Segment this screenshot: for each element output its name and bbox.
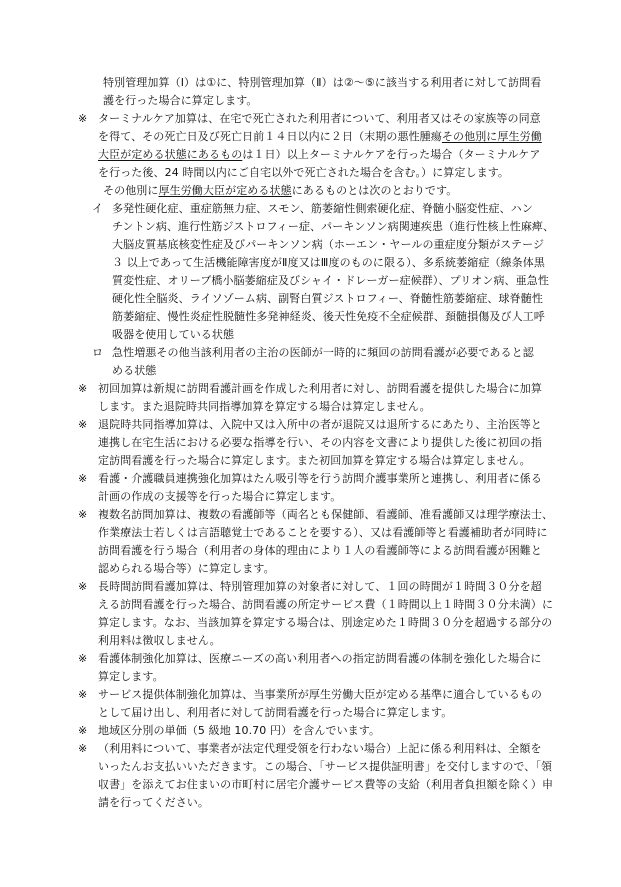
long-visit-line-4: 利用料は徴収しません。 (98, 634, 221, 647)
terminal-care-underline-state: 大臣が定める状態にあるもの (98, 148, 243, 161)
regional-price-line-1: 地域区分別の単価（5 級地 10.70 円）を含んでいます。 (98, 724, 381, 737)
long-visit-line-2: える訪問看護を行った場合、訪問看護の所定サービス費（１時間以上１時間３０分未満）に (98, 598, 554, 611)
terminal-care-line-4: を行った後、24 時間以内にご自宅以外で死亡された場合を含む。）に算定します。 (98, 166, 510, 179)
terminal-care-line-2-text: を得て、その死亡日及び死亡日前１４日以内に２日（末期の悪性腫瘍 (98, 130, 442, 143)
care-cooperation-line-1: 看護・介護職員連携強化加算はたん吸引等を行う訪問介護事業所と連携し、利用者に係る (98, 472, 542, 485)
discharge-guidance-line-1: 退院時共同指導加算は、入院中又は入所中の者が退院又は退所するにあたり、主治医等と (98, 418, 542, 431)
long-visit-line-3: 算定します。なお、当該加算を算定する場合は、別途定めた１時間３０分を超過する部分の (98, 616, 553, 629)
list-marker-i: イ (92, 202, 104, 215)
service-provision-line-2: として届け出し、利用者に対して訪問看護を行った場合に算定します。 (98, 706, 453, 719)
terminal-care-line-3 (98, 148, 540, 162)
terminal-care-line-5 (103, 184, 457, 198)
terminal-care-note-mark: ※ (78, 112, 88, 125)
care-cooperation-line-2: 計画の作成の支援等を行った場合に算定します。 (98, 490, 342, 503)
fee-line-4: 請を行ってください。 (98, 796, 209, 809)
multi-staff-line-3: 訪問看護を行う場合（利用者の身体的理由により１人の看護師等による訪問看護が困難と (98, 544, 542, 557)
terminal-care-underline-other: その他別に厚生労働 (441, 130, 542, 143)
terminal-care-line-3-text: は１日）以上ターミナルケアを行った場合（ターミナルケア (242, 148, 541, 161)
disease-list-line-4: ３ 以上であって生活機能障害度がⅡ度又はⅢ度のものに限る）、多系統萎縮症（線条体黒 (112, 256, 545, 269)
service-provision-line-1: サービス提供体制強化加算は、当事業所が厚生労働大臣が定める基準に適合しているもの (98, 688, 542, 701)
terminal-care-line-1: ターミナルケア加算は、在宅で死亡された利用者について、利用者又はその家族等の同意 (98, 112, 541, 125)
discharge-guidance-note-mark: ※ (78, 418, 88, 431)
special-management-line-1: 特別管理加算（Ⅰ）は①に、特別管理加算（Ⅱ）は②〜⑤に該当する利用者に対して訪問看 (103, 76, 542, 89)
acute-exacerbation-line-1: 急性増悪その他当該利用者の主治の医師が一時的に頻回の訪問看護が必要であると認 (112, 346, 534, 359)
long-visit-note-mark: ※ (78, 580, 88, 593)
initial-visit-line-1: 初回加算は新規に訪問看護計画を作成した利用者に対し、訪問看護を提供した場合に加算 (98, 382, 542, 395)
disease-list-line-8: 吸器を使用している状態 (112, 328, 235, 341)
service-provision-note-mark: ※ (78, 688, 88, 701)
terminal-care-underline-condition: 厚生労働大臣が定める状態 (158, 184, 292, 197)
disease-list-line-1: 多発性硬化症、重症筋無力症、スモン、筋萎縮性側索硬化症、脊髄小脳変性症、ハン (112, 202, 533, 215)
terminal-care-line-5-text-b: にあるものとは次のとおりです。 (291, 184, 458, 197)
multi-staff-line-4: 認められる場合等）に算定します。 (98, 562, 275, 575)
long-visit-line-1: 長時間訪問看護加算は、特別管理加算の対象者に対して、１回の時間が１時間３０分を超 (98, 580, 542, 593)
disease-list-line-6: 硬化性全脳炎、ライソゾーム病、副腎白質ジストロフィー、脊髄性筋萎縮症、球脊髄性 (112, 292, 543, 305)
fee-line-1: （利用料について、事業者が法定代理受領を行わない場合）上記に係る利用料は、全額を (98, 742, 542, 755)
disease-list-line-5: 質変性症、オリーブ橋小脳萎縮症及びシャイ・ドレーガー症候群）、プリオン病、亜急性 (112, 274, 549, 287)
acute-exacerbation-line-2: める状態 (112, 364, 157, 377)
disease-list-line-2: チントン病、進行性筋ジストロフィー症、パーキンソン病関連疾患（進行性核上性麻痺、 (112, 220, 555, 233)
special-management-line-2: 護を行った場合に算定します。 (103, 94, 258, 107)
nursing-system-note-mark: ※ (78, 652, 88, 665)
multi-staff-line-1: 複数名訪問加算は、複数の看護師等（両名とも保健師、看護師、准看護師又は理学療法士、 (98, 508, 554, 521)
multi-staff-line-2: 作業療法士若しくは言語聴覚士であることを要する）、又は看護師等と看護補助者が同時に (98, 526, 548, 539)
nursing-system-line-1: 看護体制強化加算は、医療ニーズの高い利用者への指定訪問看護の体制を強化した場合に (98, 652, 542, 665)
nursing-system-line-2: 算定します。 (98, 670, 164, 683)
terminal-care-line-5-text-a: その他別に (103, 184, 159, 197)
list-marker-ro: ロ (92, 346, 104, 359)
regional-price-note-mark: ※ (78, 724, 88, 737)
care-cooperation-note-mark: ※ (78, 472, 88, 485)
discharge-guidance-line-2: 連携し在宅生活における必要な指導を行い、その内容を文書により提供した後に初回の指 (98, 436, 542, 449)
multi-staff-note-mark: ※ (78, 508, 88, 521)
terminal-care-line-2 (98, 130, 542, 144)
fee-note-mark: ※ (78, 742, 88, 755)
initial-visit-note-mark: ※ (78, 382, 88, 395)
disease-list-line-7: 筋萎縮症、慢性炎症性脱髄性多発神経炎、後天性免疫不全症候群、頚髄損傷及び人工呼 (112, 310, 545, 323)
fee-line-3: 収書」を添えてお住まいの市町村に居宅介護サービス費等の支給（利用者負担額を除く）申 (98, 778, 554, 791)
fee-line-2: いったんお支払いいただきます。この場合、「サービス提供証明書」を交付しますので、「領 (98, 760, 553, 773)
disease-list-line-3: 大脳皮質基底核変性症及びパーキンソン病（ホーエン・ヤールの重症度分類がステージ (112, 238, 545, 251)
initial-visit-line-2: します。また退院時共同指導加算を算定する場合は算定しません。 (98, 400, 431, 413)
discharge-guidance-line-3: 定訪問看護を行った場合に算定します。また初回加算を算定する場合は算定しません。 (98, 454, 531, 467)
